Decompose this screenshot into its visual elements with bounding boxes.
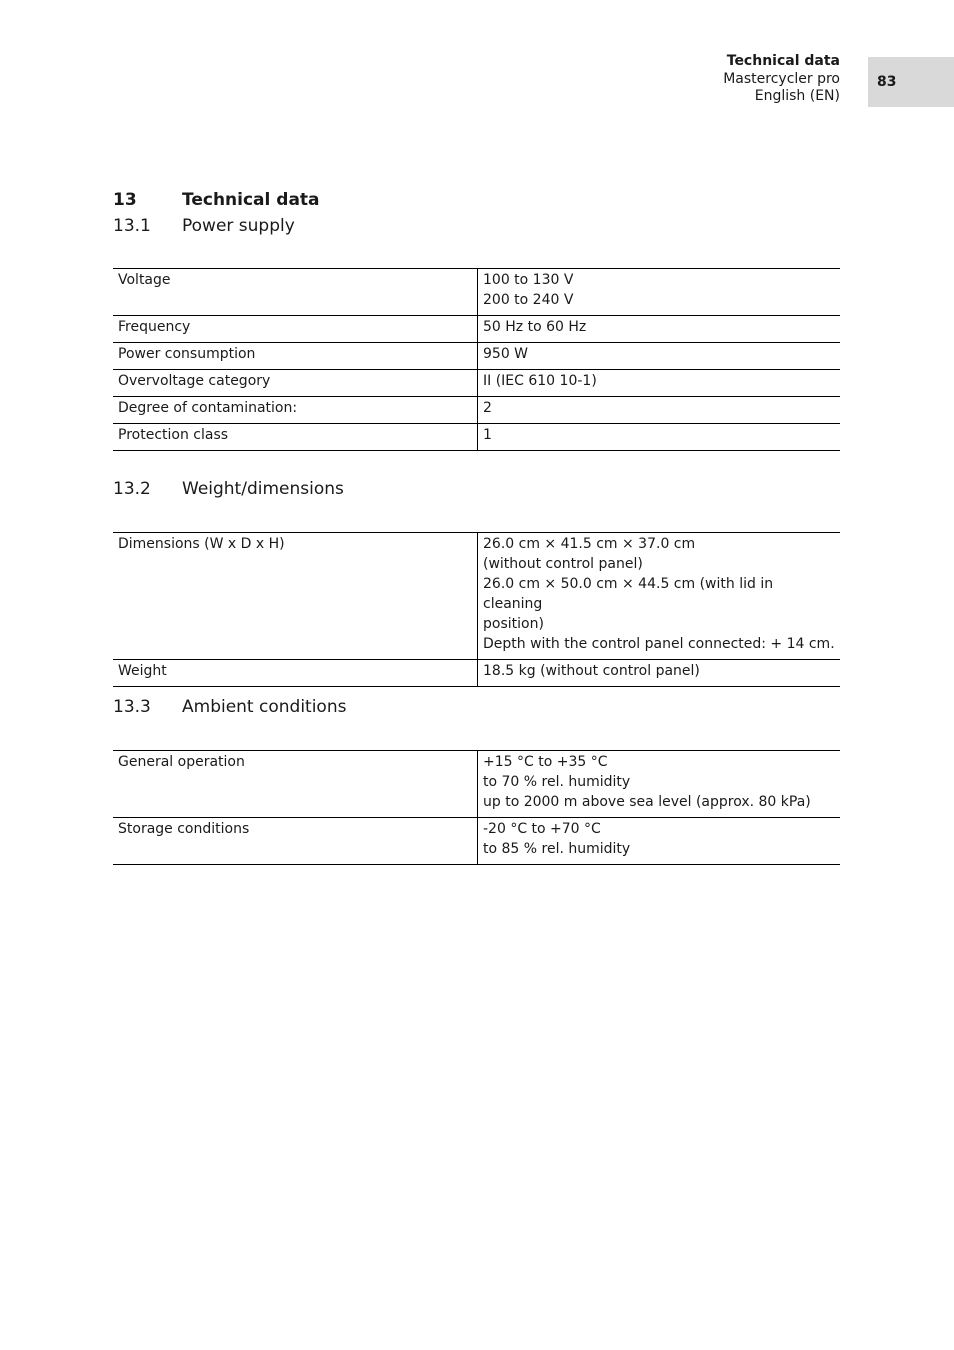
- spec-value-line: 26.0 cm × 50.0 cm × 44.5 cm (with lid in cleaning: [483, 576, 774, 612]
- section-title: Power supply: [182, 216, 295, 236]
- spec-label: Dimensions (W x D x H): [113, 533, 478, 660]
- spec-value-line: 200 to 240 V: [483, 292, 574, 308]
- spec-value: [478, 660, 841, 687]
- spec-value-line: 26.0 cm × 41.5 cm × 37.0 cm: [483, 536, 696, 552]
- spec-label: General operation: [113, 751, 478, 818]
- spec-value: [478, 269, 841, 316]
- chapter-heading: [113, 190, 320, 210]
- table-row: [113, 370, 840, 397]
- ambient-conditions-table: [113, 750, 840, 865]
- spec-value-line: 2: [483, 400, 492, 416]
- table-row: [113, 397, 840, 424]
- spec-label: Degree of contamination:: [113, 397, 478, 424]
- section-number: 13.3: [113, 697, 151, 717]
- spec-value: [478, 343, 841, 370]
- section-heading-ambient: [113, 697, 346, 717]
- page-number: 83: [868, 57, 954, 107]
- spec-value-line: up to 2000 m above sea level (approx. 80 kPa): [483, 794, 811, 810]
- section-title: Ambient conditions: [182, 697, 347, 717]
- spec-value-line: to 85 % rel. humidity: [483, 841, 631, 857]
- table-row: [113, 660, 840, 687]
- header-section: Technical data: [726, 53, 840, 69]
- table-row: [113, 751, 840, 818]
- spec-label: Frequency: [113, 316, 478, 343]
- spec-label: Voltage: [113, 269, 478, 316]
- running-header: [723, 53, 840, 106]
- spec-value-line: 950 W: [483, 346, 529, 362]
- spec-value: [478, 370, 841, 397]
- table-row: [113, 424, 840, 451]
- spec-value: [478, 316, 841, 343]
- weight-dimensions-table: [113, 532, 840, 687]
- spec-label: Storage conditions: [113, 818, 478, 865]
- chapter-title: Technical data: [182, 190, 320, 210]
- spec-value-line: 18.5 kg (without control panel): [483, 663, 700, 679]
- spec-value-line: Depth with the control panel connected: + 14 cm.: [483, 636, 835, 652]
- table-row: [113, 818, 840, 865]
- table-row: [113, 269, 840, 316]
- spec-value: [478, 751, 841, 818]
- spec-value-line: to 70 % rel. humidity: [483, 774, 631, 790]
- spec-label: Power consumption: [113, 343, 478, 370]
- spec-value-line: +15 °C to +35 °C: [483, 754, 608, 770]
- spec-value-line: position): [483, 616, 544, 632]
- spec-label: Weight: [113, 660, 478, 687]
- spec-value-line: 50 Hz to 60 Hz: [483, 319, 587, 335]
- table-row: [113, 316, 840, 343]
- section-title: Weight/dimensions: [182, 479, 344, 499]
- section-number: 13.2: [113, 479, 151, 499]
- spec-value-line: II (IEC 610 10-1): [483, 373, 597, 389]
- section-heading-weight: [113, 479, 344, 499]
- section-number: 13.1: [113, 216, 151, 236]
- spec-label: Protection class: [113, 424, 478, 451]
- spec-value-line: 100 to 130 V: [483, 272, 574, 288]
- spec-value-line: (without control panel): [483, 556, 643, 572]
- spec-value-line: 1: [483, 427, 492, 443]
- table-row: [113, 533, 840, 660]
- spec-value: [478, 424, 841, 451]
- spec-value-line: -20 °C to +70 °C: [483, 821, 601, 837]
- power-supply-table: [113, 268, 840, 451]
- section-heading-power: [113, 216, 295, 236]
- table-row: [113, 343, 840, 370]
- spec-label: Overvoltage category: [113, 370, 478, 397]
- spec-value: [478, 397, 841, 424]
- header-product: Mastercycler pro: [723, 70, 840, 87]
- spec-value: [478, 533, 841, 660]
- chapter-number: 13: [113, 190, 137, 210]
- header-language: English (EN): [754, 88, 840, 104]
- spec-value: [478, 818, 841, 865]
